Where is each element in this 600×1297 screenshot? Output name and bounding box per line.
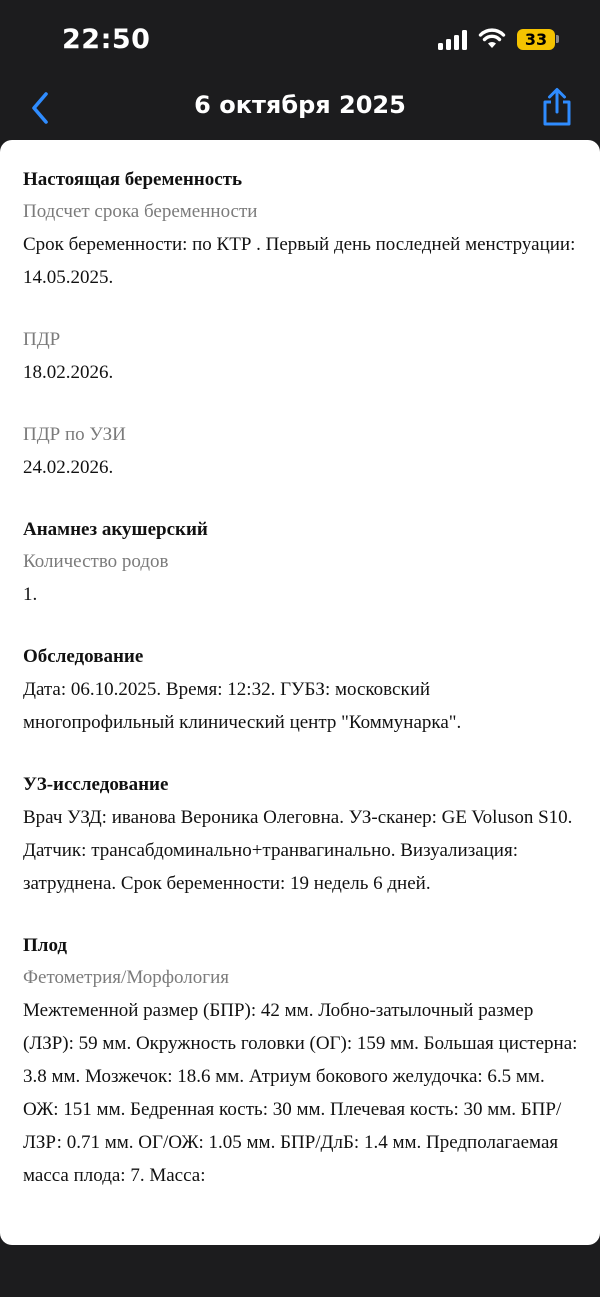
field-value-term: Срок беременности: по КТР . Первый день последней менструации: 14.05.2025. <box>23 234 576 288</box>
status-time: 22:50 <box>62 24 151 55</box>
status-bar <box>0 0 600 80</box>
section-fetus <box>23 930 583 1192</box>
page-title: 6 октября 2025 <box>194 91 406 119</box>
battery-icon: 33 <box>517 29 555 50</box>
field-label-births: Количество родов <box>23 551 169 572</box>
section-ultrasound <box>23 769 583 900</box>
wifi-icon <box>478 26 506 50</box>
field-label-pdr: ПДР <box>23 329 61 350</box>
field-value-ultrasound: Врач УЗД: иванова Вероника Олеговна. УЗ-сканер: GE Voluson S10. Датчик: трансабдоминально+транвагинально. Визуализация: затруднена. Срок беременности: 19 недель 6 дней. <box>23 807 573 894</box>
field-label-term: Подсчет срока беременности <box>23 201 258 222</box>
document-content <box>23 164 583 1222</box>
field-value-fetometry: Межтеменной размер (БПР): 42 мм. Лобно-затылочный размер (ЛЗР): 59 мм. Окружность головки (ОГ): 159 мм. Большая цистерна: 3.8 мм. Мозжечок: 18.6 мм. Атриум бокового желудочка: 6.5 мм. ОЖ: 151 мм. Бедренная кость: 30 мм. Плечевая кость: 30 мм. БПР/ЛЗР: 0.71 мм. ОГ/ОЖ: 1.05 мм. БПР/ДлБ: 1.4 мм. Предполагаемая масса плода: 7. Масса: <box>23 1000 578 1186</box>
section-title: Анамнез акушерский <box>23 519 208 540</box>
section-title: УЗ-исследование <box>23 774 169 795</box>
section-current-pregnancy <box>23 164 583 484</box>
nav-bar <box>0 80 600 136</box>
field-value-births: 1. <box>23 584 38 605</box>
section-obstetric-history <box>23 514 583 611</box>
section-title: Плод <box>23 935 68 956</box>
field-value-examination: Дата: 06.10.2025. Время: 12:32. ГУБЗ: московский многопрофильный клинический центр "Коммунарка". <box>23 679 462 733</box>
field-value-pdr: 18.02.2026. <box>23 362 114 383</box>
section-title: Обследование <box>23 646 144 667</box>
field-label-pdr-us: ПДР по УЗИ <box>23 424 126 445</box>
section-examination <box>23 641 583 739</box>
share-icon[interactable] <box>540 86 574 128</box>
field-label-fetometry: Фетометрия/Морфология <box>23 967 229 988</box>
battery-tip <box>556 35 559 43</box>
section-title: Настоящая беременность <box>23 169 243 190</box>
cellular-signal-icon <box>438 30 468 50</box>
document-sheet[interactable] <box>0 140 600 1245</box>
field-value-pdr-us: 24.02.2026. <box>23 457 114 478</box>
